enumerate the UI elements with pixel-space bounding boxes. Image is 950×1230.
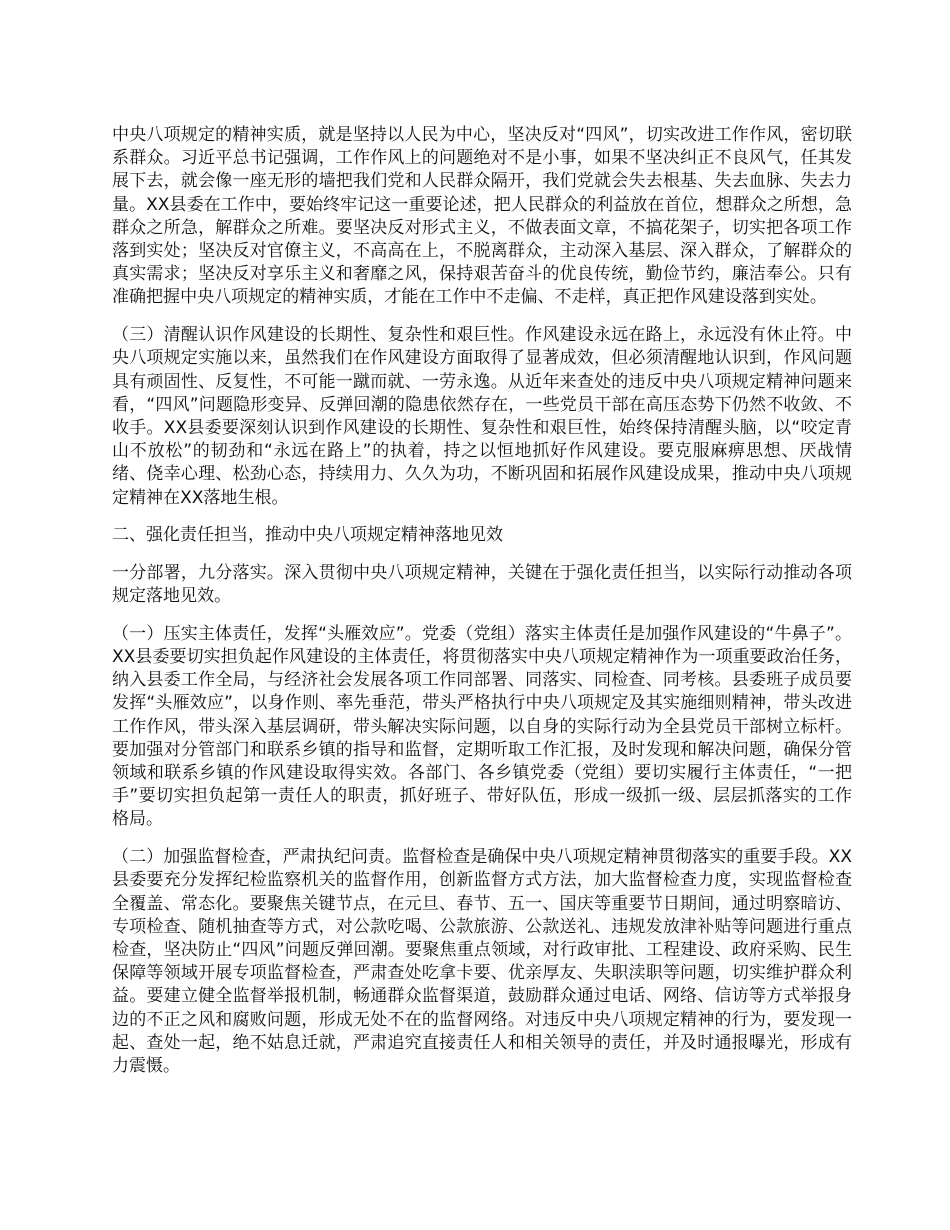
document-page bbox=[112, 124, 852, 1093]
section-heading-responsibility: 二、强化责任担当，推动中央八项规定精神落地见效 bbox=[112, 525, 503, 546]
paragraph-supervision-inspection: （二）加强监督检查，严肃执纪问责。监督检查是确保中央八项规定精神贯彻落实的重要手段。XX县委要充分发挥纪检监察机关的监督作用，创新监督方式方法，加大监督检查力度，实现监督检查全覆盖、常态化。要聚焦关键节点，在元旦、春节、五一、国庆等重要节日期间，通过明察暗访、专项检查、随机抽查等方式，对公款吃喝、公款旅游、公款送礼、违规发放津补贴等问题进行重点检查，坚决防止“四风”问题反弹回潮。要聚焦重点领域，对行政审批、工程建设、政府采购、民生保障等领域开展专项监督检查，严肃查处吃拿卡要、优亲厚友、失职渎职等问题，切实维护群众利益。要建立健全监督举报机制，畅通群众监督渠道，鼓励群众通过电话、网络、信访等方式举报身边的不正之风和腐败问题，形成无处不在的监督网络。对违反中央八项规定精神的行为，要发现一起、查处一起，绝不姑息迁就，严肃追究直接责任人和相关领导的责任，并及时通报曝光，形成有力震慑。 bbox=[112, 847, 852, 1077]
paragraph-implementation-intro: 一分部署，九分落实。深入贯彻中央八项规定精神，关键在于强化责任担当，以实际行动推动各项规定落地见效。 bbox=[112, 562, 852, 607]
paragraph-main-responsibility: （一）压实主体责任，发挥“头雁效应”。党委（党组）落实主体责任是加强作风建设的“牛鼻子”。XX县委要切实担负起作风建设的主体责任，将贯彻落实中央八项规定精神作为一项重要政治任务，纳入县委工作全局，与经济社会发展各项工作同部署、同落实、同检查、同考核。县委班子成员要发挥“头雁效应”，以身作则、率先垂范，带头严格执行中央八项规定及其实施细则精神，带头改进工作作风，带头深入基层调研，带头解决实际问题，以自身的实际行动为全县党员干部树立标杆。要加强对分管部门和联系乡镇的指导和监督，定期听取工作汇报，及时发现和解决问题，确保分管领域和联系乡镇的作风建设取得实效。各部门、各乡镇党委（党组）要切实履行主体责任，“一把手”要切实担负起第一责任人的职责，抓好班子、带好队伍，形成一级抓一级、层层抓落实的工作格局。 bbox=[112, 623, 852, 830]
paragraph-long-term-nature: （三）清醒认识作风建设的长期性、复杂性和艰巨性。作风建设永远在路上，永远没有休止符。中央八项规定实施以来，虽然我们在作风建设方面取得了显著成效，但必须清醒地认识到，作风问题具有顽固性、反复性，不可能一蹴而就、一劳永逸。从近年来查处的违反中央八项规定精神问题来看，“四风”问题隐形变异、反弹回潮的隐患依然存在，一些党员干部在高压态势下仍然不收敛、不收手。XX县委要深刻认识到作风建设的长期性、复杂性和艰巨性，始终保持清醒头脑，以“咬定青山不放松”的韧劲和“永远在路上”的执着，持之以恒地抓好作风建设。要克服麻痹思想、厌战情绪、侥幸心理、松劲心态，持续用力、久久为功，不断巩固和拓展作风建设成果，推动中央八项规定精神在XX落地生根。 bbox=[112, 325, 852, 508]
paragraph-spirit-essence: 中央八项规定的精神实质，就是坚持以人民为中心，坚决反对“四风”，切实改进工作作风，密切联系群众。习近平总书记强调，工作作风上的问题绝对不是小事，如果不坚决纠正不良风气，任其发展下去，就会像一座无形的墙把我们党和人民群众隔开，我们党就会失去根基、失去血脉、失去力量。XX县委在工作中，要始终牢记这一重要论述，把人民群众的利益放在首位，想群众之所想，急群众之所急，解群众之所难。要坚决反对形式主义，不做表面文章，不搞花架子，切实把各项工作落到实处；坚决反对官僚主义，不高高在上，不脱离群众，主动深入基层、深入群众，了解群众的真实需求；坚决反对享乐主义和奢靡之风，保持艰苦奋斗的优良传统，勤俭节约，廉洁奉公。只有准确把握中央八项规定的精神实质，才能在工作中不走偏、不走样，真正把作风建设落到实处。 bbox=[112, 125, 852, 308]
